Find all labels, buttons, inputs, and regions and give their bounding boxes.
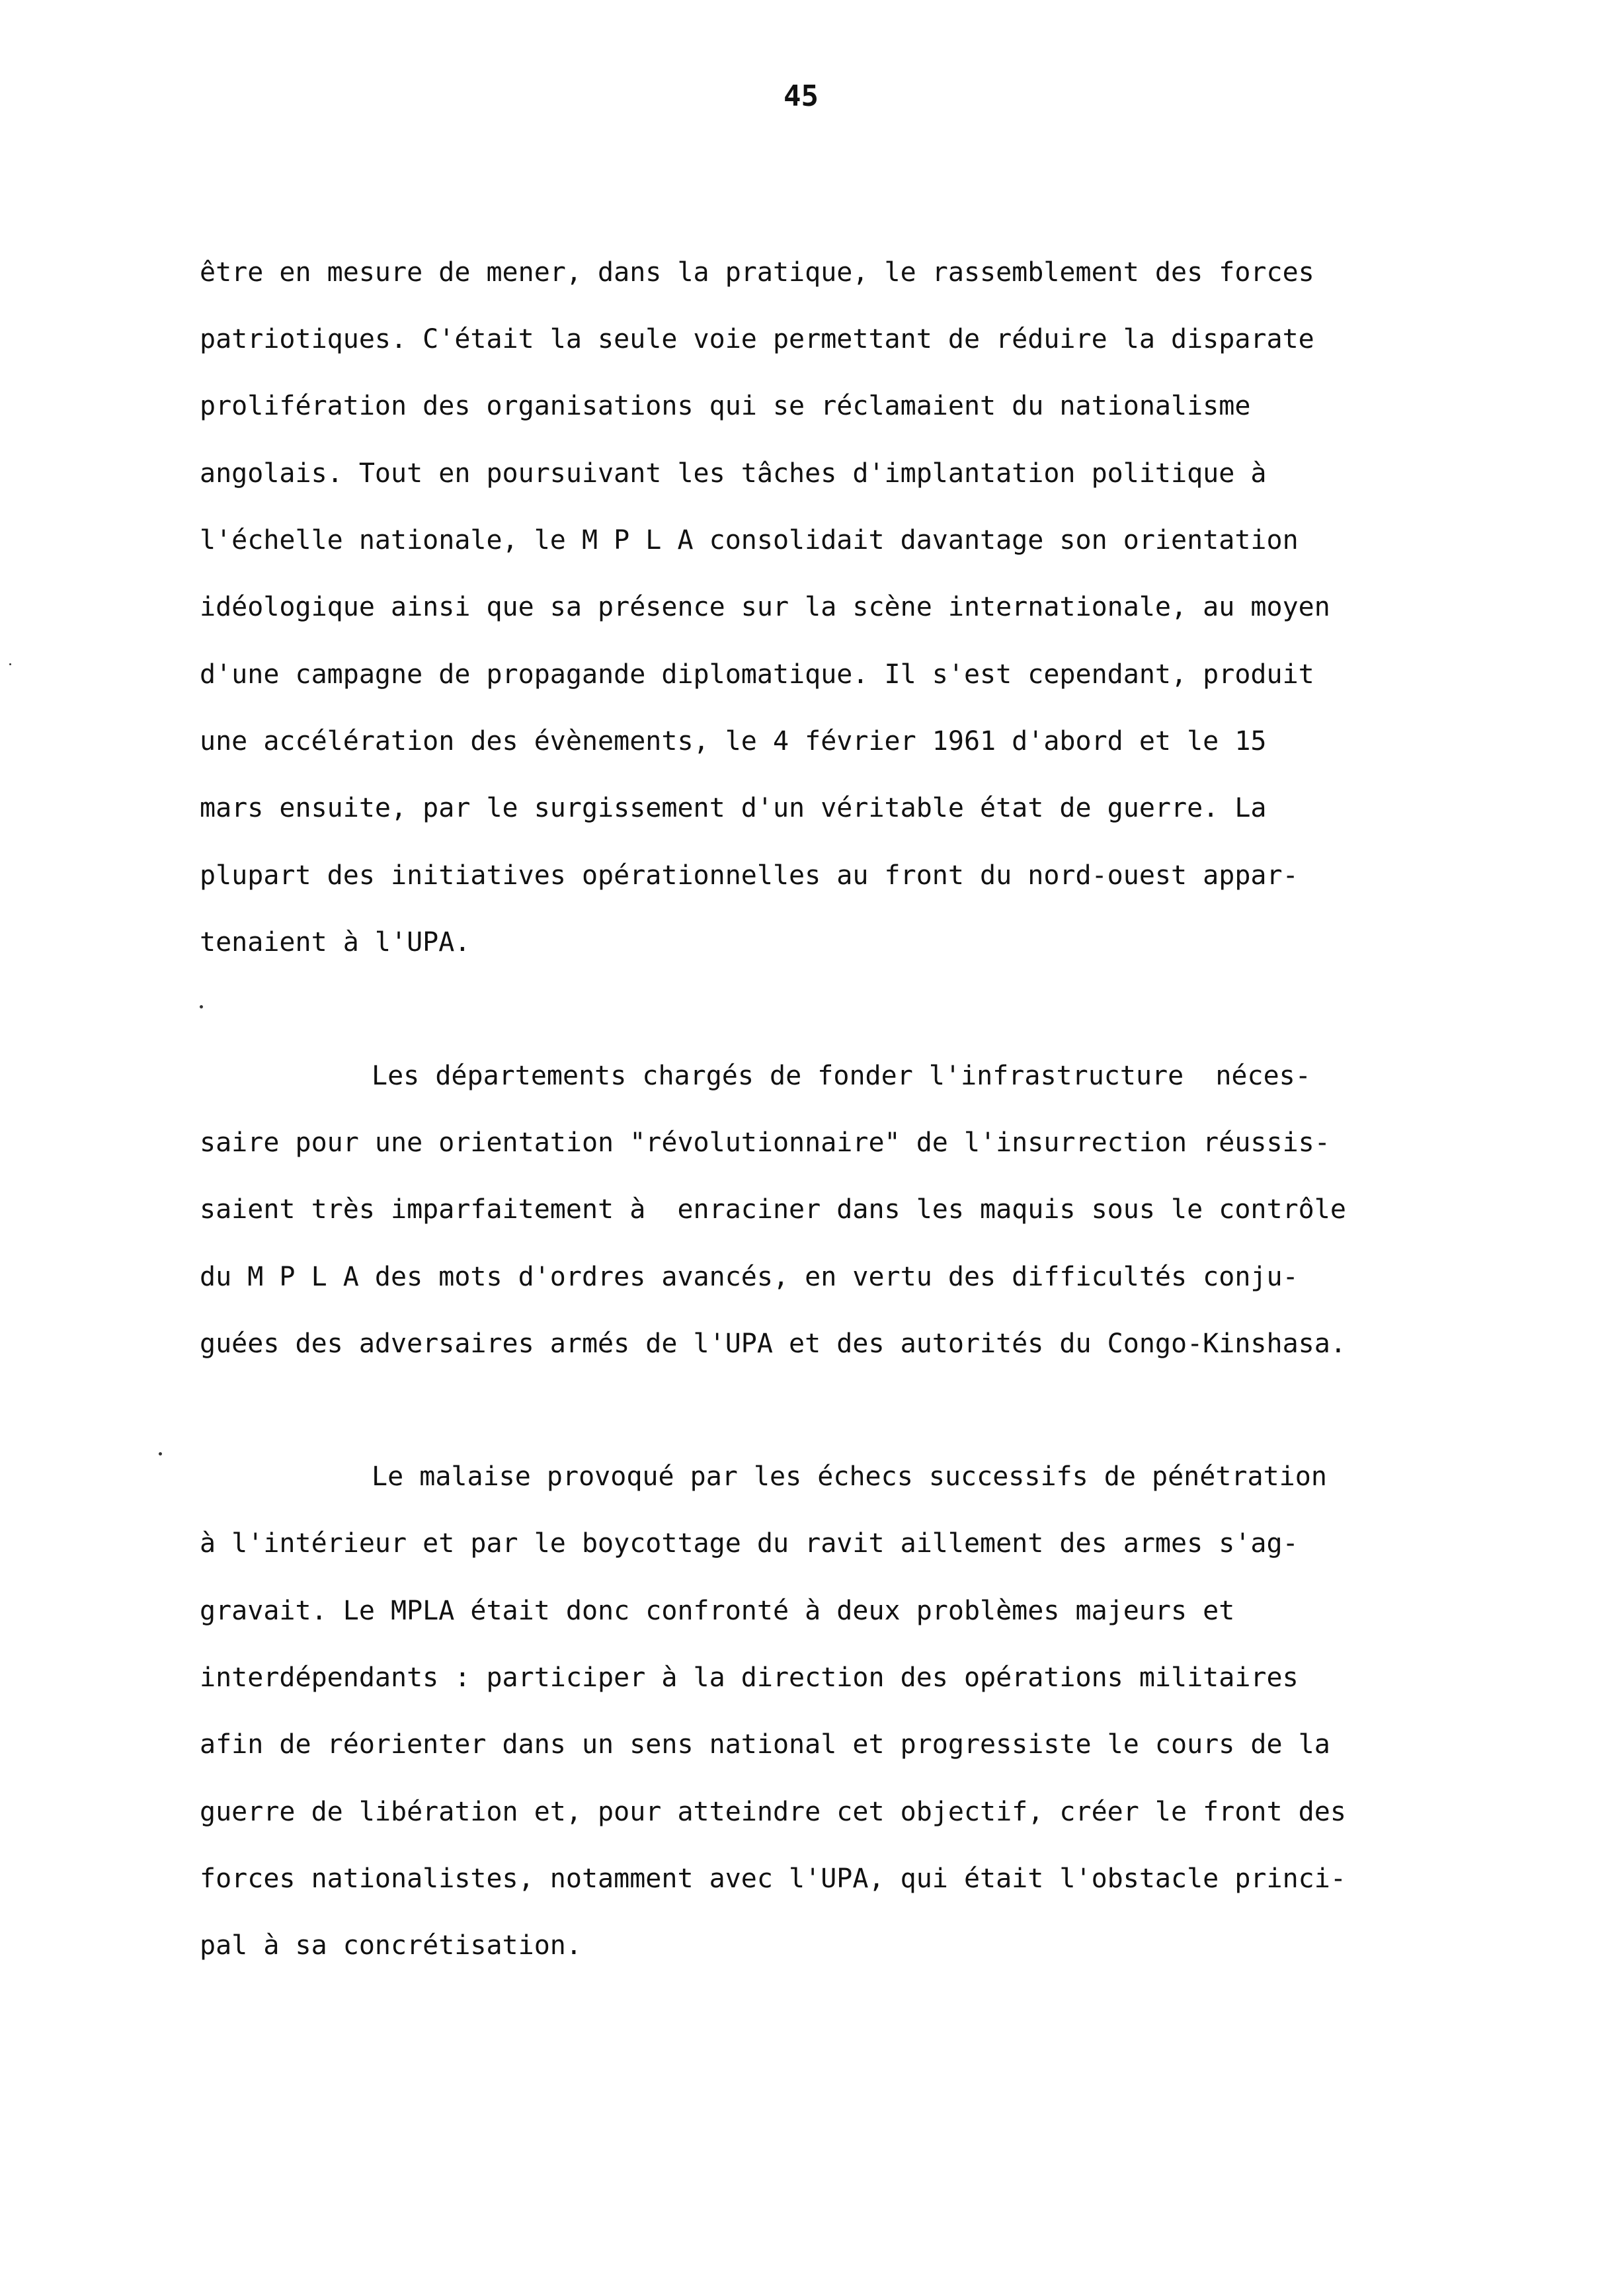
text-line: l'échelle nationale, le M P L A consolidait davantage son orientation <box>200 525 1299 555</box>
text-line: tenaient à l'UPA. <box>200 927 471 958</box>
text-line: plupart des initiatives opérationnelles au front du nord-ouest appar- <box>200 860 1299 891</box>
text-line: afin de réorienter dans un sens national et progressiste le cours de la <box>200 1729 1330 1760</box>
text-line: interdépendants : participer à la direction des opérations militaires <box>200 1662 1299 1693</box>
text-line: guerre de libération et, pour atteindre cet objectif, créer le front des <box>200 1797 1346 1827</box>
text-line: prolifération des organisations qui se réclamaient du nationalisme <box>200 391 1251 421</box>
text-line: une accélération des évènements, le 4 février 1961 d'abord et le 15 <box>200 726 1267 757</box>
text-line: gravait. Le MPLA était donc confronté à deux problèmes majeurs et <box>200 1596 1235 1626</box>
text-line: mars ensuite, par le surgissement d'un véritable état de guerre. La <box>200 793 1267 823</box>
scan-speck <box>9 663 11 665</box>
text-line: patriotiques. C'était la seule voie permettant de réduire la disparate <box>200 324 1314 354</box>
text-line: à l'intérieur et par le boycottage du ravit aillement des armes s'ag- <box>200 1528 1299 1559</box>
scan-speck <box>200 1005 203 1008</box>
text-line: idéologique ainsi que sa présence sur la scène internationale, au moyen <box>200 592 1330 622</box>
scan-speck <box>159 1452 162 1456</box>
text-line: être en mesure de mener, dans la pratique, le rassemblement des forces <box>200 257 1314 288</box>
text-line: guées des adversaires armés de l'UPA et des autorités du Congo-Kinshasa. <box>200 1329 1346 1359</box>
text-line: angolais. Tout en poursuivant les tâches d'implantation politique à <box>200 458 1267 489</box>
text-line: saient très imparfaitement à enraciner dans les maquis sous le contrôle <box>200 1194 1346 1225</box>
text-line: du M P L A des mots d'ordres avancés, en vertu des difficultés conju- <box>200 1262 1299 1292</box>
text-line: saire pour une orientation "révolutionnaire" de l'insurrection réussis- <box>200 1128 1330 1158</box>
text-line: pal à sa concrétisation. <box>200 1930 582 1961</box>
text-line: d'une campagne de propagande diplomatique. Il s'est cependant, produit <box>200 659 1314 690</box>
page-number: 45 <box>784 79 819 113</box>
text-line: forces nationalistes, notamment avec l'UPA, qui était l'obstacle princi- <box>200 1864 1346 1894</box>
text-line: Les départements chargés de fonder l'infrastructure néces- <box>372 1061 1311 1091</box>
text-line: Le malaise provoqué par les échecs successifs de pénétration <box>372 1461 1327 1492</box>
